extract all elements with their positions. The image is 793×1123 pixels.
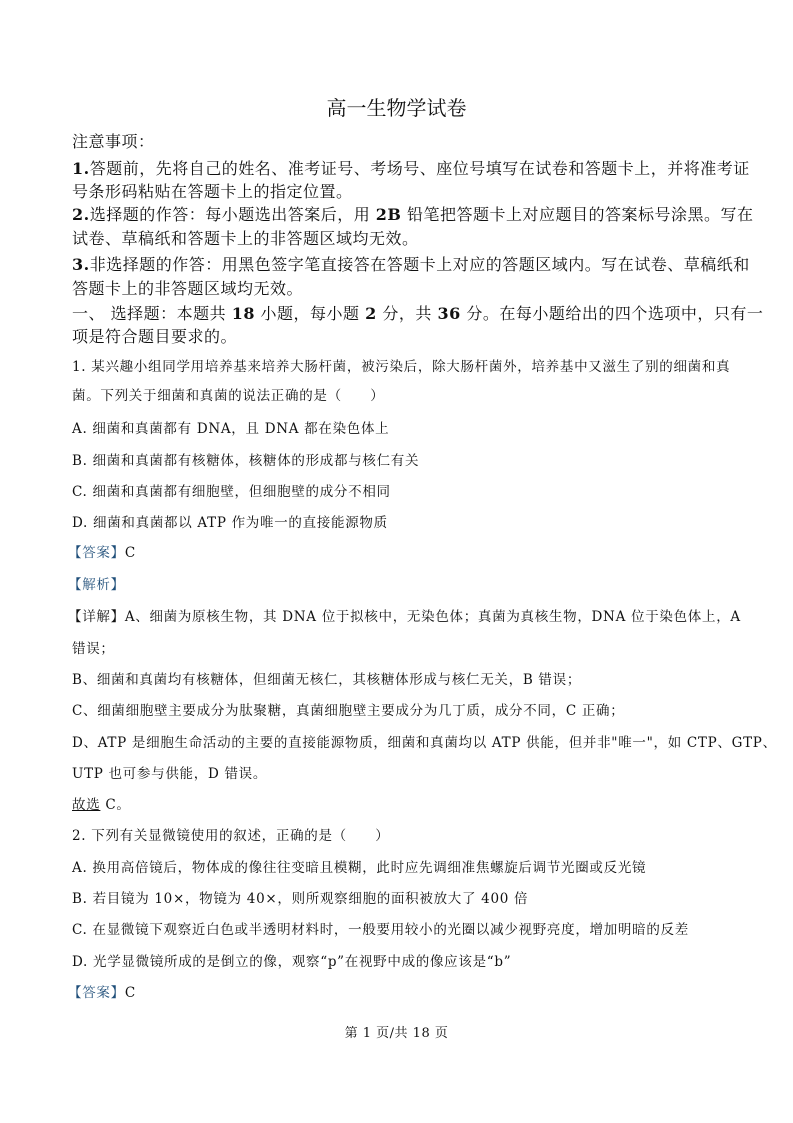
notice-item-3-cont: 答题卡上的非答题区域均无效。 <box>72 279 304 298</box>
section-heading: 一、 选择题：本题共 18 小题，每小题 2 分，共 36 分。在每小题给出的四个选项中，只有一 <box>72 304 764 323</box>
q2-option-b: B. 若目镜为 10×，物镜为 40×，则所观察细胞的面积被放大了 400 倍 <box>72 891 529 907</box>
q1-stem: 1. 某兴趣小组同学用培养基来培养大肠杆菌，被污染后，除大肠杆菌外，培养基中又滋生了别的细菌和真 <box>72 359 731 375</box>
notice-item-1: 1.答题前，先将自己的姓名、准考证号、考场号、座位号填写在试卷和答题卡上，并将准考证 <box>72 159 750 178</box>
section-heading-cont: 项是符合题目要求的。 <box>72 327 238 346</box>
q2-stem: 2. 下列有关显微镜使用的叙述，正确的是（ ） <box>72 828 390 844</box>
q1-conclusion: 故选 C。 <box>72 797 131 813</box>
notice-item-2-cont: 试卷、草稿纸和答题卡上的非答题区域均无效。 <box>72 229 419 248</box>
q2-option-d: D. 光学显微镜所成的是倒立的像，观察“p”在视野中成的像应该是“b” <box>72 954 512 970</box>
q1-option-c: C. 细菌和真菌都有细胞壁，但细胞壁的成分不相同 <box>72 484 391 500</box>
q1-option-b: B. 细菌和真菌都有核糖体，核糖体的形成都与核仁有关 <box>72 453 420 469</box>
notice-item-2: 2.选择题的作答：每小题选出答案后，用 2B 铅笔把答题卡上对应题目的答案标号涂黑。写在 <box>72 205 754 224</box>
q2-answer: 【答案】C <box>68 985 136 1001</box>
q2-option-a: A. 换用高倍镜后，物体成的像往往变暗且模糊，此时应先调细准焦螺旋后调节光圈或反光镜 <box>72 860 647 876</box>
page-title: 高一生物学试卷 <box>326 96 467 120</box>
q1-detail-b: B、细菌和真菌均有核糖体，但细菌无核仁，其核糖体形成与核仁无关，B 错误； <box>72 672 582 688</box>
page-footer: 第 1 页/共 18 页 <box>344 1026 449 1041</box>
q1-option-a: A. 细菌和真菌都有 DNA，且 DNA 都在染色体上 <box>72 421 390 437</box>
q1-answer: 【答案】C <box>68 545 136 561</box>
notice-item-1-cont: 号条形码粘贴在答题卡上的指定位置。 <box>72 182 353 201</box>
notice-heading: 注意事项： <box>72 132 155 151</box>
q1-detail-a: 【详解】A、细菌为原核生物，其 DNA 位于拟核中，无染色体；真菌为真核生物，DNA 位于染色体上，A <box>68 609 741 625</box>
q1-detail-d: D、ATP 是细胞生命活动的主要的直接能源物质，细菌和真菌均以 ATP 供能，但并非"唯一"，如 CTP、GTP、 <box>72 735 777 751</box>
q1-detail-a-cont: 错误； <box>72 641 115 657</box>
q1-stem-cont: 菌。下列关于细菌和真菌的说法正确的是（ ） <box>72 388 385 404</box>
q1-detail-c: C、细菌细胞壁主要成分为肽聚糖，真菌细胞壁主要成分为几丁质，成分不同，C 正确； <box>72 703 625 719</box>
q1-option-d: D. 细菌和真菌都以 ATP 作为唯一的直接能源物质 <box>72 515 388 531</box>
notice-item-3: 3.非选择题的作答：用黑色签字笔直接答在答题卡上对应的答题区域内。写在试卷、草稿纸和 <box>72 255 750 274</box>
q1-detail-d-cont: UTP 也可参与供能，D 错误。 <box>72 766 268 782</box>
q2-option-c: C. 在显微镜下观察近白色或半透明材料时，一般要用较小的光圈以减少视野亮度，增加明暗的反差 <box>72 922 689 938</box>
q1-analysis-label: 【解析】 <box>68 577 125 593</box>
